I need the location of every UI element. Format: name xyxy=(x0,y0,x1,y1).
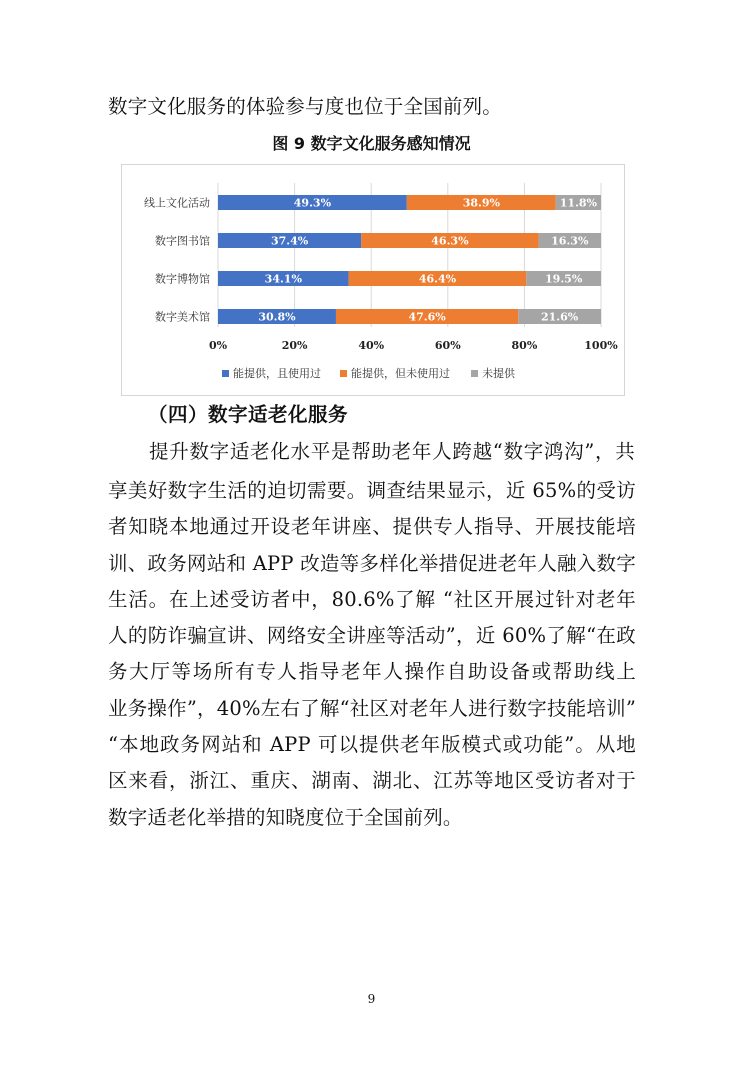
stacked-bar-chart xyxy=(122,165,624,395)
paragraph-line: 数字适老化举措的知晓度位于全国前列。 xyxy=(108,806,463,829)
data-label: 38.9% xyxy=(462,196,500,210)
tick-label: 40% xyxy=(358,339,385,352)
legend-label: 能提供，且使用过 xyxy=(233,367,321,380)
paragraph-line: 提升数字适老化水平是帮助老年人跨越“数字鸿沟”，共 xyxy=(149,440,635,463)
paragraph-line: 生活。在上述受访者中，80.6%了解 “社区开展过针对老年 xyxy=(108,588,636,611)
paragraph-line: 务大厅等场所有专人指导老年人操作自助设备或帮助线上 xyxy=(108,660,636,683)
paragraph-line: 训、政务网站和 APP 改造等多样化举措促进老年人融入数字 xyxy=(108,552,636,575)
data-label: 16.3% xyxy=(551,234,589,248)
intro-line: 数字文化服务的体验参与度也位于全国前列。 xyxy=(108,95,503,118)
figure-title: 图 9 数字文化服务感知情况 xyxy=(272,134,471,153)
section-heading: （四）数字适老化服务 xyxy=(148,403,349,426)
legend-label: 能提供，但未使用过 xyxy=(351,367,450,380)
category-label: 数字博物馆 xyxy=(155,272,210,286)
legend-swatch xyxy=(222,370,229,377)
data-label: 49.3% xyxy=(293,196,332,210)
category-label: 数字图书馆 xyxy=(155,234,210,248)
data-label: 37.4% xyxy=(270,234,309,248)
data-label: 21.6% xyxy=(541,310,579,324)
tick-label: 60% xyxy=(434,339,461,352)
paragraph-line: 人的防诈骗宣讲、网络安全讲座等活动”，近 60%了解“在政 xyxy=(108,624,636,647)
paragraph-line: “本地政务网站和 APP 可以提供老年版模式或功能”。从地 xyxy=(108,733,636,756)
data-label: 46.4% xyxy=(418,272,457,286)
tick-label: 80% xyxy=(511,339,538,352)
page-number: 9 xyxy=(367,992,376,1006)
data-label: 30.8% xyxy=(258,310,296,324)
data-label: 46.3% xyxy=(431,234,469,248)
paragraph-line: 者知晓本地通过开设老年讲座、提供专人指导、开展技能培 xyxy=(108,515,636,538)
category-label: 数字美术馆 xyxy=(155,310,210,324)
legend-label: 未提供 xyxy=(482,367,515,380)
paragraph-line: 享美好数字生活的迫切需要。调查结果显示，近 65%的受访 xyxy=(108,479,636,502)
tick-label: 0% xyxy=(208,339,228,352)
tick-label: 20% xyxy=(281,339,308,352)
legend-swatch xyxy=(340,370,347,377)
chart-container xyxy=(121,164,625,396)
data-label: 11.8% xyxy=(559,196,598,210)
legend-swatch xyxy=(471,370,478,377)
paragraph-line: 业务操作”，40%左右了解“社区对老年人进行数字技能培训” xyxy=(108,697,636,720)
tick-label: 100% xyxy=(584,339,618,352)
data-label: 19.5% xyxy=(545,272,583,286)
data-label: 47.6% xyxy=(408,310,446,324)
data-label: 34.1% xyxy=(264,272,302,286)
paragraph-line: 区来看，浙江、重庆、湖南、湖北、江苏等地区受访者对于 xyxy=(108,769,636,792)
category-label: 线上文化活动 xyxy=(144,196,210,210)
